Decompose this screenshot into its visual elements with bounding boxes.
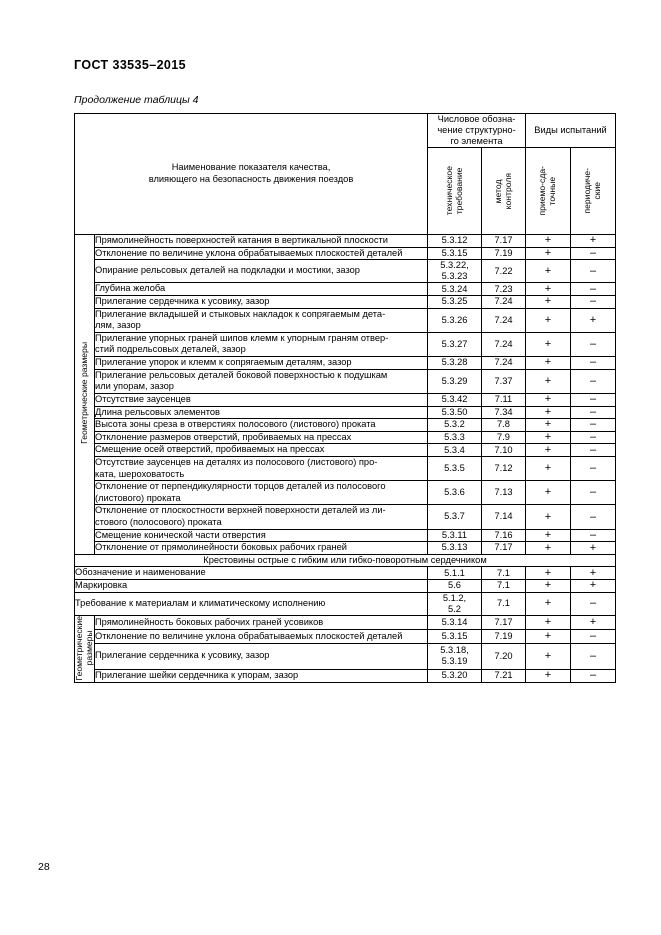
row-code: 5.3.26: [428, 308, 482, 332]
row-method: 7.22: [482, 260, 526, 283]
header-col-method: [482, 147, 526, 234]
row-method: 7.12: [482, 456, 526, 480]
row-accept: +: [526, 529, 571, 542]
row-name: Прилегание вкладышей и стыковых накладок к сопрягаемым дета- лям, зазор: [95, 308, 428, 332]
table-row: [75, 669, 616, 683]
row-method: 7.19: [482, 629, 526, 643]
row-code: 5.3.5: [428, 456, 482, 480]
row-name: Высота зоны среза в отверстиях полосового (листового) проката: [95, 419, 428, 432]
table-row: [75, 643, 616, 669]
row-name: Смещение конической части отверстия: [95, 529, 428, 542]
row-method: 7.24: [482, 296, 526, 309]
header-col-accept-text: приемо-сда- точные: [537, 166, 557, 216]
row-periodic: –: [571, 456, 616, 480]
row-code: 5.3.29: [428, 369, 482, 393]
row-accept: +: [526, 419, 571, 432]
row-code: 5.3.15: [428, 247, 482, 260]
row-code: 5.3.42: [428, 393, 482, 406]
row-accept: +: [526, 580, 571, 593]
row-accept: +: [526, 444, 571, 457]
header-col-tech: [428, 147, 482, 234]
row-method: 7.37: [482, 369, 526, 393]
header-col-periodic-text: периодиче- ские: [582, 168, 602, 214]
row-periodic: –: [571, 444, 616, 457]
row-accept: +: [526, 260, 571, 283]
row-accept: +: [526, 592, 571, 615]
row-periodic: +: [571, 234, 616, 247]
row-method: 7.23: [482, 283, 526, 296]
row-method: 7.11: [482, 393, 526, 406]
table-row: [75, 456, 616, 480]
row-periodic: +: [571, 308, 616, 332]
row-name: Прилегание упорок и клемм к сопрягаемым деталям, зазор: [95, 357, 428, 370]
section-row: [75, 554, 616, 567]
table-row: [75, 234, 616, 247]
row-name: Опирание рельсовых деталей на подкладки и мостики, зазор: [95, 260, 428, 283]
table-row: [75, 419, 616, 432]
table-row: [75, 357, 616, 370]
row-method: 7.13: [482, 481, 526, 505]
table-caption: Продолжение таблицы 4: [74, 94, 199, 106]
row-accept: +: [526, 505, 571, 529]
header-name-line2: влияющего на безопасность движения поездов: [148, 173, 354, 184]
row-periodic: +: [571, 580, 616, 593]
row-code: 5.3.50: [428, 406, 482, 419]
row-periodic: –: [571, 283, 616, 296]
standard-header: ГОСТ 33535–2015: [74, 58, 186, 72]
row-accept: +: [526, 296, 571, 309]
row-method: 7.16: [482, 529, 526, 542]
row-name: Глубина желоба: [95, 283, 428, 296]
table-head: [75, 114, 616, 235]
row-accept: +: [526, 431, 571, 444]
row-accept: +: [526, 481, 571, 505]
row-accept: +: [526, 369, 571, 393]
table-row: [75, 308, 616, 332]
row-name: Прилегание упорных граней шипов клемм к упорным граням отвер- стий подрельсовых деталей, зазор: [95, 332, 428, 356]
table-row: [75, 406, 616, 419]
header-col-method-text: метод контроля: [492, 172, 513, 210]
row-accept: +: [526, 615, 571, 629]
row-method: 7.24: [482, 308, 526, 332]
table-row: [75, 542, 616, 555]
row-periodic: +: [571, 542, 616, 555]
row-method: 7.24: [482, 332, 526, 356]
header-name-line1: Наименование показателя качества,: [171, 162, 331, 173]
row-code: 5.6: [428, 580, 482, 593]
table-body: [75, 234, 616, 683]
header-group-tests: Виды испытаний: [526, 114, 616, 148]
row-periodic: –: [571, 629, 616, 643]
row-periodic: –: [571, 260, 616, 283]
row-code: 5.3.20: [428, 669, 482, 683]
row-name: Отклонение от перпендикулярности торцов деталей из полосового (листового) проката: [95, 481, 428, 505]
row-code: 5.3.14: [428, 615, 482, 629]
table-row: [75, 444, 616, 457]
header-col-tech-wrap: [428, 148, 481, 234]
table-row: [75, 393, 616, 406]
row-method: 7.34: [482, 406, 526, 419]
row-name: Обозначение и наименование: [75, 567, 428, 580]
row-name: Длина рельсовых элементов: [95, 406, 428, 419]
quality-indicators-table: [74, 113, 616, 683]
row-name: Отсутствие заусенцев на деталях из полосового (листового) про- ката, шероховатость: [95, 456, 428, 480]
row-method: 7.17: [482, 542, 526, 555]
row-code: 5.3.4: [428, 444, 482, 457]
row-method: 7.1: [482, 592, 526, 615]
side-category-geometric-1: [75, 234, 95, 554]
header-name-column: [75, 114, 428, 235]
row-method: 7.19: [482, 247, 526, 260]
row-method: 7.17: [482, 234, 526, 247]
row-code: 5.3.6: [428, 481, 482, 505]
table-row: [75, 592, 616, 615]
header-group-code-l3: го элемента: [450, 135, 503, 146]
table-row: [75, 580, 616, 593]
table-row: [75, 567, 616, 580]
row-code: 5.3.2: [428, 419, 482, 432]
row-code: 5.3.28: [428, 357, 482, 370]
row-periodic: –: [571, 369, 616, 393]
row-periodic: –: [571, 393, 616, 406]
row-periodic: –: [571, 357, 616, 370]
row-name: Прилегание сердечника к усовику, зазор: [95, 643, 428, 669]
table-row: [75, 369, 616, 393]
row-periodic: +: [571, 615, 616, 629]
row-name: Отклонение по величине уклона обрабатываемых плоскостей деталей: [95, 247, 428, 260]
header-col-periodic-wrap: [571, 148, 615, 234]
row-name: Прямолинейность поверхностей катания в вертикальной плоскости: [95, 234, 428, 247]
row-name: Маркировка: [75, 580, 428, 593]
row-periodic: –: [571, 481, 616, 505]
row-periodic: –: [571, 669, 616, 683]
row-method: 7.1: [482, 580, 526, 593]
row-name: Отсутствие заусенцев: [95, 393, 428, 406]
row-name: Прилегание рельсовых деталей боковой поверхностью к подушкам или упорам, зазор: [95, 369, 428, 393]
row-periodic: –: [571, 296, 616, 309]
table-row: [75, 431, 616, 444]
row-code: 5.1.1: [428, 567, 482, 580]
side-category-geometric-2-label: Геометрические размеры: [74, 615, 94, 681]
row-name: Прямолинейность боковых рабочих граней усовиков: [95, 615, 428, 629]
row-periodic: –: [571, 592, 616, 615]
table-row: [75, 283, 616, 296]
row-accept: +: [526, 542, 571, 555]
row-periodic: –: [571, 505, 616, 529]
row-accept: +: [526, 332, 571, 356]
row-code: 5.3.13: [428, 542, 482, 555]
table-row: [75, 332, 616, 356]
row-periodic: –: [571, 247, 616, 260]
table-row: [75, 529, 616, 542]
row-code: 5.3.27: [428, 332, 482, 356]
row-periodic: –: [571, 332, 616, 356]
row-name: Прилегание сердечника к усовику, зазор: [95, 296, 428, 309]
row-accept: +: [526, 643, 571, 669]
side-category-geometric-1-label: Геометрические размеры: [78, 342, 89, 445]
header-row-top: [75, 114, 616, 148]
row-method: 7.9: [482, 431, 526, 444]
row-accept: +: [526, 234, 571, 247]
section-title: Крестовины острые с гибким или гибко-поворотным сердечником: [75, 554, 616, 567]
row-code: 5.1.2, 5.2: [428, 592, 482, 615]
table-row: [75, 481, 616, 505]
header-col-accept: [526, 147, 571, 234]
row-method: 7.14: [482, 505, 526, 529]
row-name: Отклонение размеров отверстий, пробиваемых на прессах: [95, 431, 428, 444]
row-code: 5.3.18, 5.3.19: [428, 643, 482, 669]
row-accept: +: [526, 247, 571, 260]
row-accept: +: [526, 669, 571, 683]
row-periodic: –: [571, 419, 616, 432]
row-method: 7.20: [482, 643, 526, 669]
row-name: Прилегание шейки сердечника к упорам, зазор: [95, 669, 428, 683]
row-code: 5.3.11: [428, 529, 482, 542]
row-method: 7.21: [482, 669, 526, 683]
row-method: 7.24: [482, 357, 526, 370]
row-periodic: –: [571, 431, 616, 444]
row-periodic: +: [571, 567, 616, 580]
row-name: Смещение осей отверстий, пробиваемых на прессах: [95, 444, 428, 457]
header-col-tech-text: техническое требование: [443, 166, 464, 216]
row-name: Отклонение от плоскостности верхней поверхности деталей из ли- стового (полосового) проката: [95, 505, 428, 529]
row-accept: +: [526, 567, 571, 580]
row-accept: +: [526, 456, 571, 480]
row-method: 7.17: [482, 615, 526, 629]
row-accept: +: [526, 308, 571, 332]
header-group-code-l1: Числовое обозна-: [437, 114, 516, 124]
table-row: [75, 260, 616, 283]
row-name: Отклонение от прямолинейности боковых рабочих граней: [95, 542, 428, 555]
header-group-code-l2: чение структурно-: [437, 124, 516, 135]
table-row: [75, 505, 616, 529]
table-row: [75, 296, 616, 309]
page-number: 28: [38, 861, 50, 873]
row-code: 5.3.24: [428, 283, 482, 296]
row-accept: +: [526, 393, 571, 406]
row-code: 5.3.25: [428, 296, 482, 309]
row-accept: +: [526, 283, 571, 296]
row-accept: +: [526, 406, 571, 419]
header-col-accept-wrap: [526, 148, 570, 234]
row-method: 7.10: [482, 444, 526, 457]
row-periodic: –: [571, 406, 616, 419]
row-code: 5.3.7: [428, 505, 482, 529]
row-periodic: –: [571, 643, 616, 669]
row-code: 5.3.12: [428, 234, 482, 247]
row-code: 5.3.15: [428, 629, 482, 643]
header-col-periodic: [571, 147, 616, 234]
table-row: [75, 247, 616, 260]
row-method: 7.1: [482, 567, 526, 580]
row-periodic: –: [571, 529, 616, 542]
row-name: Отклонение по величине уклона обрабатываемых плоскостей деталей: [95, 629, 428, 643]
row-method: 7.8: [482, 419, 526, 432]
header-col-method-wrap: [482, 148, 525, 234]
row-accept: +: [526, 629, 571, 643]
row-accept: +: [526, 357, 571, 370]
side-category-geometric-2: [75, 615, 95, 682]
header-group-code: [428, 114, 526, 148]
row-code: 5.3.3: [428, 431, 482, 444]
table-row: [75, 629, 616, 643]
row-code: 5.3.22, 5.3.23: [428, 260, 482, 283]
row-name: Требование к материалам и климатическому исполнению: [75, 592, 428, 615]
table-row: [75, 615, 616, 629]
